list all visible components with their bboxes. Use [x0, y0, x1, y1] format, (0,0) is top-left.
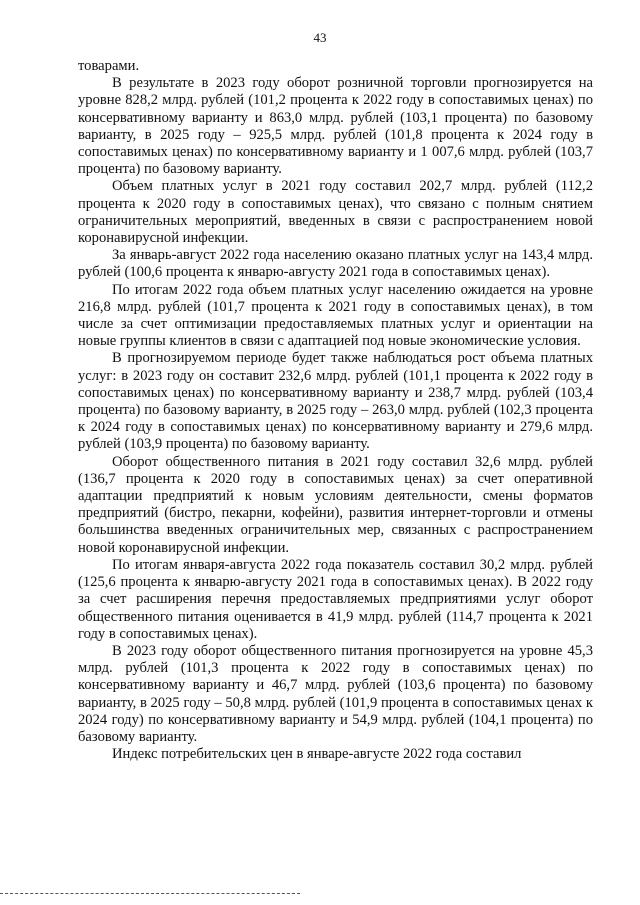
paragraph-paid-services-2022: По итогам 2022 года объем платных услуг населению ожидается на уровне 216,8 млрд. рублей (101,7 процента к 2021 году в сопоставимых ценах), в том числе за счет оптимизации предоставляемых платных услуг и ориентации на новые группы клиентов в связи с адаптацией под новые экономические условия. [78, 281, 593, 350]
paragraph-catering-forecast: В 2023 году оборот общественного питания прогнозируется на уровне 45,3 млрд. рублей (101,3 процента к 2022 году в сопоставимых ценах) по консервативному варианту и 46,7 млрд. рублей (103,6 процента) по базовому варианту, в 2025 году – 50,8 млрд. рублей (101,9 процента в сопоставимых ценах к 2024 году) по консервативному варианту и 54,9 млрд. рублей (104,1 процента) по базовому варианту. [78, 642, 593, 745]
paragraph-catering-2021: Оборот общественного питания в 2021 году составил 32,6 млрд. рублей (136,7 процента к 2020 году в сопоставимых ценах) за счет оперативной адаптации предприятий к новым условиям деятельности, смены форматов предприятий (бистро, пекарни, кофейни), развития интернет-торговли и отмены большинства введенных ограничительных мер, связанных с распространением новой коронавирусной инфекции. [78, 453, 593, 556]
paragraph-paid-services-forecast: В прогнозируемом периоде будет также наблюдаться рост объема платных услуг: в 2023 году он составит 232,6 млрд. рублей (101,1 процента к 2022 году в сопоставимых ценах) по консервативному варианту и 238,7 млрд. рублей (103,4 процента) по базовому варианту, в 2025 году – 263,0 млрд. рублей (102,3 процента к 2024 году в сопоставимых ценах) по консервативному варианту и 279,6 млрд. рублей (103,9 процента) по базовому варианту. [78, 350, 593, 453]
paragraph-paid-services-2021: Объем платных услуг в 2021 году составил 202,7 млрд. рублей (112,2 процента к 2020 году в сопоставимых ценах), что связано с полным снятием ограничительных мероприятий, введенных в связи с распространением новой коронавирусной инфекции. [78, 178, 593, 247]
paragraph-cpi: Индекс потребительских цен в январе-августе 2022 года составил [112, 746, 522, 763]
document-body [78, 58, 593, 763]
paragraph-paid-services-jan-aug: За январь-август 2022 года населению оказано платных услуг на 143,4 млрд. рублей (100,6 процента к январю-августу 2021 года в сопоставимых ценах). [78, 247, 593, 281]
paragraph-catering-2022: По итогам января-августа 2022 года показатель составил 30,2 млрд. рублей (125,6 процента к январю-августу 2021 года в сопоставимых ценах). В 2022 году за счет расширения перечня предоставляемых предприятиями услуг оборот общественного питания оценивается в 41,9 млрд. рублей (114,7 процента к 2021 году в сопоставимых ценах). [78, 556, 593, 642]
page-number: 43 [313, 30, 327, 45]
paragraph-retail-forecast: В результате в 2023 году оборот розничной торговли прогнозируется на уровне 828,2 млрд. рублей (101,2 процента к 2022 году в сопоставимых ценах) по консервативному варианту и 863,0 млрд. рублей (103,1 процента) по базовому варианту, в 2025 году – 925,5 млрд. рублей (101,8 процента к 2024 году в сопоставимых ценах) по консервативному варианту и 1 007,6 млрд. рублей (103,7 процента) по базовому варианту. [78, 75, 593, 178]
paragraph-continuation: товарами. [78, 58, 140, 74]
footer-rule [0, 893, 300, 894]
